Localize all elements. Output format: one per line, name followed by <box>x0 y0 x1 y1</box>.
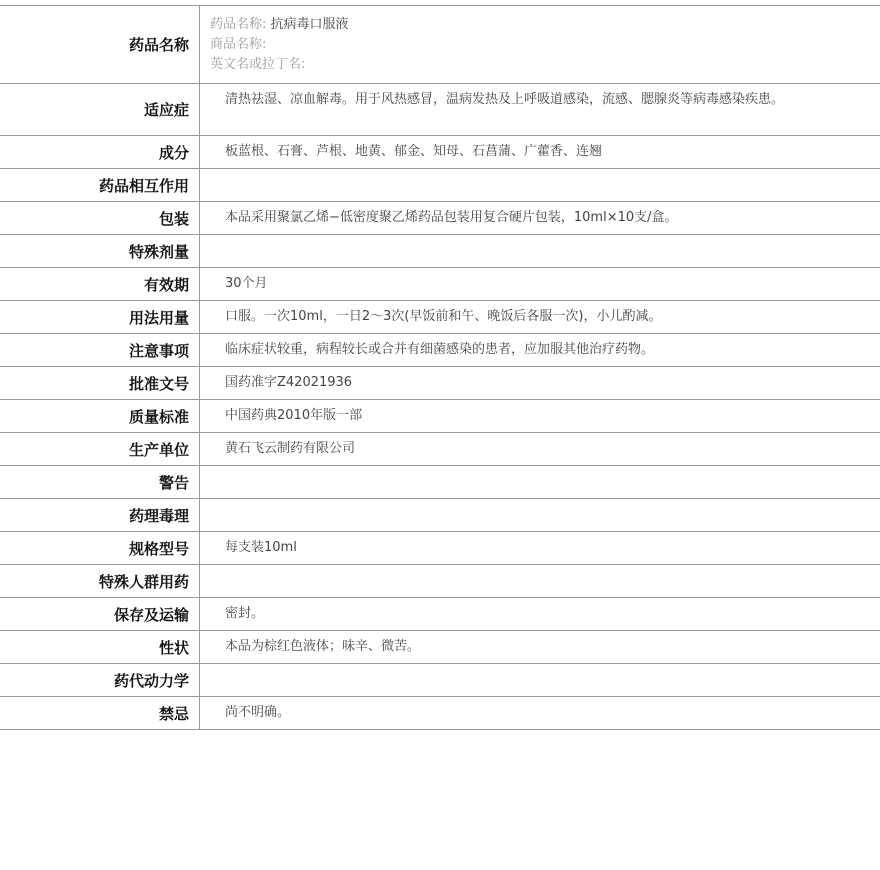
row-value: 中国药典2010年版一部 <box>225 408 363 423</box>
english-name-key: 英文名或拉丁名: <box>210 57 306 72</box>
row-label: 用法用量 <box>0 301 200 333</box>
row-label: 警告 <box>0 466 200 498</box>
row-label: 质量标准 <box>0 400 200 432</box>
row-label: 批准文号 <box>0 367 200 399</box>
row-label: 适应症 <box>0 84 200 135</box>
generic-name-key: 药品名称: <box>210 17 267 32</box>
row-label: 包装 <box>0 202 200 234</box>
row-label: 特殊剂量 <box>0 235 200 267</box>
row-label: 药代动力学 <box>0 664 200 696</box>
generic-name-value: 抗病毒口服液 <box>270 17 349 32</box>
row-pharmacokinetics <box>0 664 880 697</box>
row-label: 药理毒理 <box>0 499 200 531</box>
row-warning <box>0 466 880 499</box>
row-label: 药品名称 <box>0 6 200 83</box>
row-value: 本品采用聚氯乙烯−低密度聚乙烯药品包装用复合硬片包装，10ml×10支/盒。 <box>225 210 678 225</box>
row-label: 有效期 <box>0 268 200 300</box>
row-label: 生产单位 <box>0 433 200 465</box>
drug-info-table <box>0 5 880 730</box>
row-packaging <box>0 202 880 235</box>
row-special-populations <box>0 565 880 598</box>
row-label: 规格型号 <box>0 532 200 564</box>
row-value: 黄石飞云制药有限公司 <box>225 441 356 456</box>
row-indications <box>0 84 880 136</box>
row-drug-name <box>0 6 880 84</box>
row-approval-number <box>0 367 880 400</box>
row-quality-standard <box>0 400 880 433</box>
generic-name-line <box>210 15 870 35</box>
row-contraindications <box>0 697 880 730</box>
row-value <box>200 565 880 597</box>
trade-name-key: 商品名称: <box>210 37 267 52</box>
row-value: 每支装10ml <box>225 540 297 555</box>
row-value <box>200 499 880 531</box>
row-label: 药品相互作用 <box>0 169 200 201</box>
row-value: 清热祛湿、凉血解毒。用于风热感冒，温病发热及上呼吸道感染，流感、腮腺炎等病毒感染疾患。 <box>225 92 785 107</box>
english-name-line <box>210 55 870 75</box>
row-shelf-life <box>0 268 880 301</box>
row-label: 特殊人群用药 <box>0 565 200 597</box>
row-manufacturer <box>0 433 880 466</box>
row-value <box>200 169 880 201</box>
row-label: 性状 <box>0 631 200 663</box>
row-ingredients <box>0 136 880 169</box>
row-value <box>200 664 880 696</box>
row-value: 临床症状较重，病程较长或合并有细菌感染的患者，应加服其他治疗药物。 <box>225 342 655 357</box>
row-value: 口服。一次10ml，一日2～3次(早饭前和午、晚饭后各服一次)，小儿酌减。 <box>225 309 662 324</box>
row-value: 30个月 <box>225 276 268 291</box>
row-precautions <box>0 334 880 367</box>
row-value <box>200 466 880 498</box>
row-special-dosage <box>0 235 880 268</box>
row-value: 密封。 <box>225 606 265 621</box>
row-value: 尚不明确。 <box>225 705 291 720</box>
drug-name-values <box>200 6 880 83</box>
row-label: 保存及运输 <box>0 598 200 630</box>
trade-name-line <box>210 35 870 55</box>
row-value: 板蓝根、石膏、芦根、地黄、郁金、知母、石菖蒲、广藿香、连翘 <box>225 144 603 159</box>
row-pharmacology <box>0 499 880 532</box>
row-label: 成分 <box>0 136 200 168</box>
row-usage <box>0 301 880 334</box>
row-value <box>200 235 880 267</box>
row-value: 国药准字Z42021936 <box>225 375 353 390</box>
row-label: 禁忌 <box>0 697 200 729</box>
row-specification <box>0 532 880 565</box>
row-description <box>0 631 880 664</box>
row-label: 注意事项 <box>0 334 200 366</box>
row-storage <box>0 598 880 631</box>
row-interactions <box>0 169 880 202</box>
row-value: 本品为棕红色液体；味辛、微苦。 <box>225 639 421 654</box>
